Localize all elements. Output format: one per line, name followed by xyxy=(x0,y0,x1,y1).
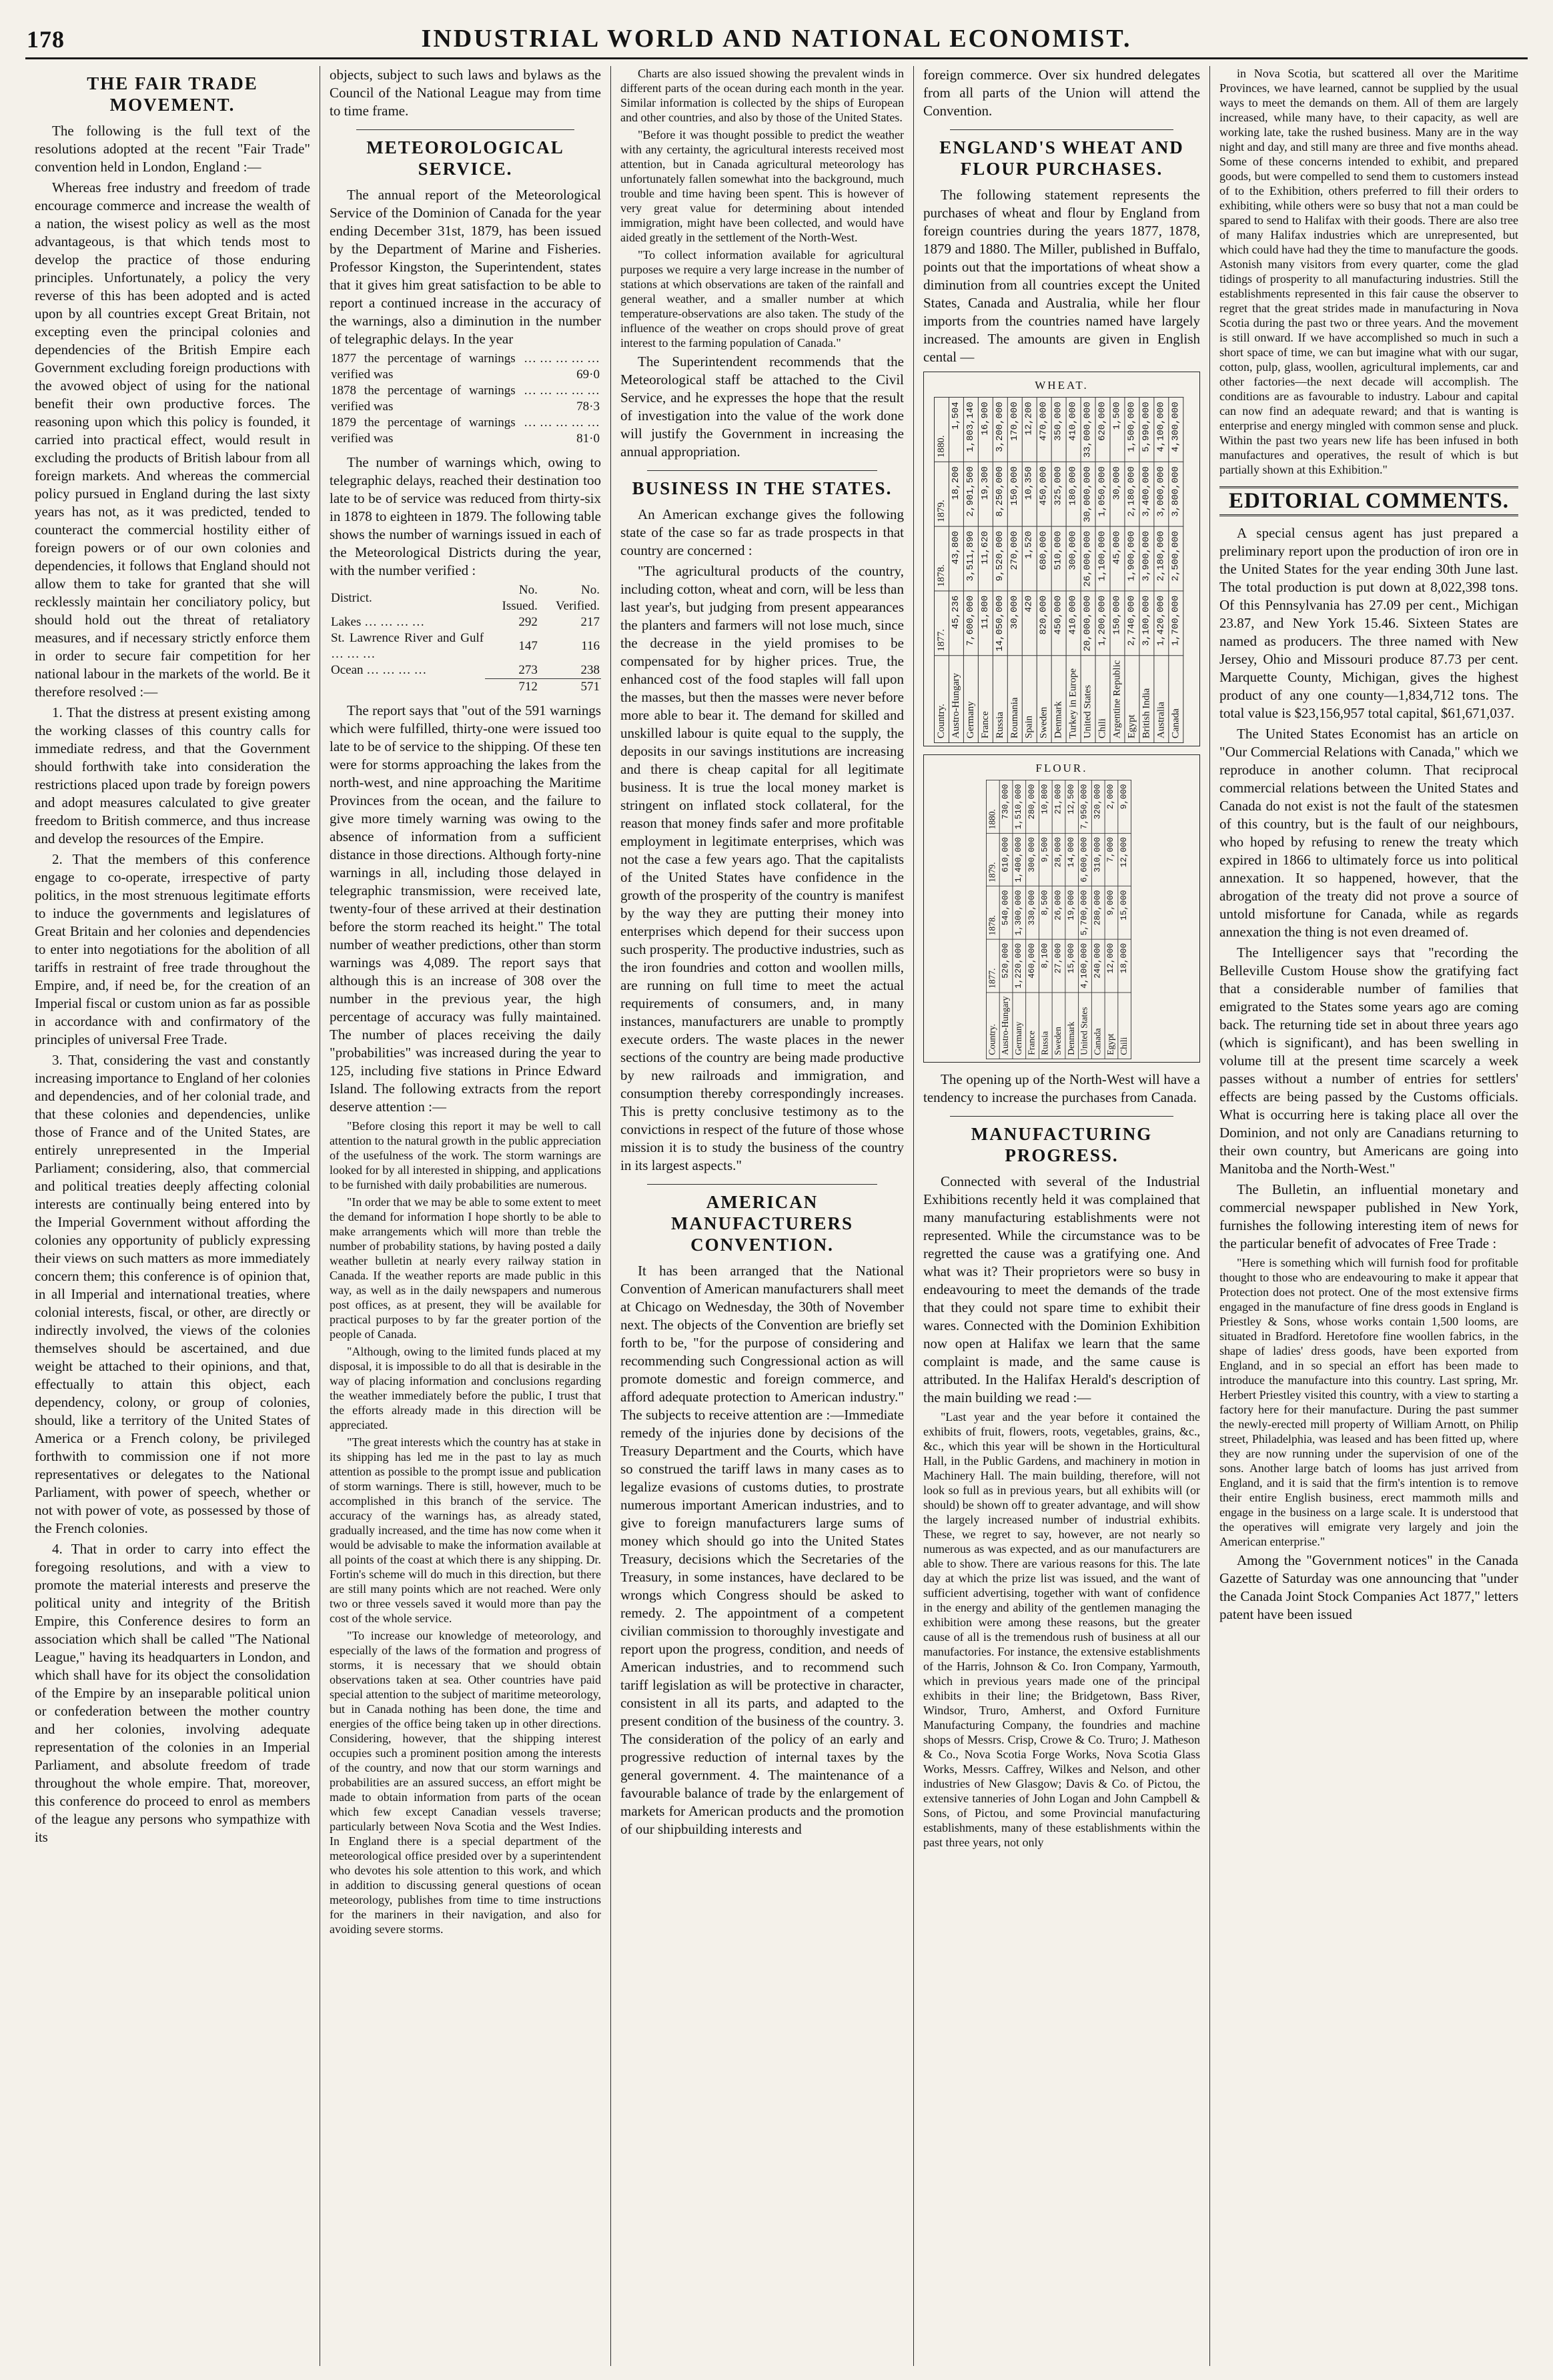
table-cell: 4,100,000 xyxy=(1154,398,1169,462)
percentage-table xyxy=(330,351,601,447)
paragraph: "Before closing this report it may be well to call attention to the natural growth in the public appreciation of the usefulness of the work. The storm warnings are looked for by all interested in shipping, and applications to be furnished with daily probabilities are numerous. xyxy=(330,1119,601,1191)
editorial-body xyxy=(1219,524,1518,1253)
table-cell: 180,000 xyxy=(1066,462,1081,527)
heading-rule xyxy=(356,129,574,130)
table-cell: 8,250,000 xyxy=(993,462,1008,527)
report-extracts xyxy=(330,1119,601,1936)
paragraph: 1. That the distress at present existing among the working classes of this country calls for immediate redress, and that the Government should forthwith take into consideration the restrictions placed upon trade by foreign powers and adopt measures calculated to give greater freedom to British commerce, and thus increase and develop the resources of the Empire. xyxy=(35,704,310,846)
flour-table xyxy=(986,780,1131,1059)
continued-paragraph: foreign commerce. Over six hundred delegates from all parts of the Union will attend the Convention. xyxy=(923,67,1200,119)
table-cell: Austro-Hungary xyxy=(1000,993,1013,1059)
table-row xyxy=(330,630,601,662)
table-cell: 9,520,000 xyxy=(993,526,1008,591)
continued-paragraph: objects, subject to such laws and bylaws as the Council of the National League may from time to time frame. xyxy=(330,67,601,119)
table-row xyxy=(964,398,979,743)
table-cell: 19,300 xyxy=(979,462,993,527)
table-row xyxy=(1023,398,1037,743)
paragraph: "Here is something which will furnish food for profitable thought to those who are endeavouring to make it appear that Protection does not protect. One of the most extensive firms engaged in the manufacture of fine dress goods in England is Priestley & Sons, whose works contain 1,500 looms, are situated in Bradford. Heretofore fine woollen fabrics, in the shape of ladies' dress goods, have been exported from England, and in so special an effort has been made to introduce the manufacture into this country. Last spring, Mr. Herbert Priestley visited this country, with a view to starting a factory here for their manufacture. During the past summer the newly-erected mill property of William Arnott, on Philip street, Philadelphia, was leased and has been fitted up, where they are now running under the supervision of one of the sons. Another large batch of looms has just arrived from England, and it is said that the firm's intention is to remove their entire English business, erect mammoth mills and engage in the business on a large scale. It is understood that the operatives will emigrate very largely and join the American enterprise." xyxy=(1219,1256,1518,1548)
table-row xyxy=(1039,780,1053,1059)
paragraph: It has been arranged that the National Convention of American manufacturers shall meet at Chicago on Wednesday, the 30th of November next. The objects of the Convention are briefly set forth to be, "for the purpose of considering and recommending such Congressional action as will promote domestic and foreign commerce, and afford adequate protection to American industry." The subjects to receive attention are :—Immediate remedy of the injuries done by decisions of the Treasury Department and the Courts, which have so construed the tariff laws in many cases as to legalize evasions of customs duties, to prostrate numerous important American industries, and to give to foreign manufacturers large sums of money which should go into the United States Treasury, decisions which the Secretaries of the Treasury, in some instances, have declared to be wrongs which Congress should be asked to remedy. 2. The appointment of a competent civilian commission to thoroughly investigate and report upon the progress, condition, and needs of American industries, and to recommend such tariff legislation as will be protective in character, consistent in all its parts, and adapted to the present condition of the business of the country. 3. The consideration of the policy of an early and progressive reduction of internal taxes by the general government. 4. The maintenance of a favourable balance of trade by the enlargement of markets for American products and the promotion of our shipbuilding interests and xyxy=(620,1263,904,1837)
table-cell: 238 xyxy=(580,663,600,677)
table-cell: 14,050,000 xyxy=(993,591,1008,656)
paragraph: A special census agent has just prepared a preliminary report upon the production of iron ore in the United States for the year ending 30th June last. The total production is put down at 8,022,398 tons. Of this Pennsylvania has 27.09 per cent., Michigan 23.87, and New York 15.46. Sixteen States are named as producers. The three named with New Jersey, Ohio and Missouri produce 87.73 per cent. Marquette County, Michigan, gives the highest product of any one county—1,834,712 tons. The total value is $23,156,957 total capital, $61,671,037. xyxy=(1219,525,1518,721)
district-table xyxy=(330,582,601,695)
table-row xyxy=(1079,780,1092,1059)
table-cell: 320,000 xyxy=(1092,780,1105,834)
table-cell: Egypt xyxy=(1125,656,1139,742)
table-cell: United States xyxy=(1081,656,1095,742)
manufacturing-body xyxy=(923,1173,1200,1407)
table-row xyxy=(1095,398,1110,743)
table-cell: 410,000 xyxy=(1066,398,1081,462)
flour-table-title: FLOUR. xyxy=(1035,762,1088,774)
columns xyxy=(25,66,1528,2366)
table-header: 1878. xyxy=(935,526,949,591)
table-cell: 1,510,000 xyxy=(1013,780,1026,834)
table-header: 1879. xyxy=(935,462,949,527)
table-cell: 9,000 xyxy=(1105,886,1119,940)
fair-trade-body xyxy=(35,122,310,1846)
percentage-label: 1879 the percentage of warnings verified was xyxy=(331,416,516,446)
table-cell: 3,000,000 xyxy=(1154,462,1169,527)
table-row xyxy=(330,614,601,630)
table-cell: 450,000 xyxy=(1052,591,1067,656)
paragraph: "In order that we may be able to some extent to meet the demand for information I hope shortly to be able to make arrangements which will more than treble the number of probability stations, by having posted a daily weather bulletin at nearly every railway station in Canada. If the weather reports are made public in this way, as well as in the daily newspapers and numerous post offices, as at present, they will be available for practical purposes to by far the greater portion of the people of Canada. xyxy=(330,1195,601,1341)
table-cell: 217 xyxy=(580,615,600,629)
table-row xyxy=(1105,780,1119,1059)
table-cell: Denmark xyxy=(1065,993,1079,1059)
percentage-value: … … … … … 69·0 xyxy=(524,352,600,382)
table-cell: 300,000 xyxy=(1026,833,1039,886)
meteorological-body-2 xyxy=(330,454,601,580)
table-total-cell: 571 xyxy=(539,679,601,696)
paragraph: "The agricultural products of the country, including cotton, wheat and corn, will be less than last year's, but judging from present appearances the planters and farmers will not lose much, since the decrease in the yield promises to be compensated for by higher prices. True, the enhanced cost of the food staples will fall upon the masses, but then the masses were never before more able to bear it. The demand for skilled and unskilled labour is quite equal to the supply, the deposits in our savings institutions are increasing and there is cheap capital for all legitimate business. It is true the local money market is stringent on inflated stock collateral, for the reason that money finds safer and more profitable employment in legitimate enterprises, which was not the case a few years ago. That the capitalists of the United States have confidence in the growth of the prosperity of the country is manifest by the way they are putting their money into enterprises which depend for their success upon such prosperity. The productive industries, such as the iron foundries and cotton and woollen mills, are running on full time to meet the actual requirements of consumers, and, in many instances, manufacturers are unable to promptly execute orders. The waste places in the newer sections of the country are being made productive by new railroads and immigration, and consumption thereby correspondingly increases. This is pretty conclusive testimony as to the convictions in respect of the future of those whose mission it is to study the business of the country in its largest aspects." xyxy=(620,563,904,1173)
table-cell: 8,100 xyxy=(1039,939,1053,993)
table-cell: 12,500 xyxy=(1065,780,1079,834)
herald-extract xyxy=(923,1409,1200,1850)
percentage-value: … … … … … 81·0 xyxy=(524,416,600,446)
table-cell: 2,180,000 xyxy=(1154,526,1169,591)
wheat-table-title: WHEAT. xyxy=(1035,379,1089,392)
wheat-table xyxy=(934,397,1183,743)
paragraph: in Nova Scotia, but scattered all over the Maritime Provinces, we have learned, cannot be supplied by the usual ways to meet the demands on them. All of them are largely increased, while many have, to their capacity, as well are working late, take the rushed business. Many are in the way night and day, and still many are three and five months ahead. Some of these concerns intended to exhibit, and prepared goods, but were compelled to send them to customers instead of to the Exhibition, others preferred to fill their orders to exhibiting, while others were so busy that not a man could be spared to send to Halifax with their goods. There are also tree of many Halifax industries which are unrepresented, but which could have had they the time to manufacture the goods. Astonish many visitors from every quarter, come the glad tidings of prosperity to all manufacturing industries. Still the establishments represented in this fair cause the observer to regret that the great strides made in manufacturing in Nova Scotia during the past two or three years. And the movement is still onward. If we have accomplished so much in such a short space of time, we can but imagine what with our sugar, cotton, pulp, glass, woollen, agricultural implements, car and other factories—the next decade will accomplish. The conditions are as favourable to industry. Labour and capital can now find an adequate reward; and that is wanting is enterprise and energy mingled with common sense and pluck. Within the past two years new life has been infused in both manufactures and operatives, the result of which is but partially shown at this Exhibition." xyxy=(1219,67,1518,476)
table-cell: 540,000 xyxy=(1000,886,1013,940)
percentage-row xyxy=(330,383,601,415)
table-cell: Russia xyxy=(1039,993,1053,1059)
table-header: No. Issued. xyxy=(502,583,538,613)
table-cell: 150,000 xyxy=(1008,462,1023,527)
table-cell: 2,500,000 xyxy=(1169,526,1183,591)
table-cell: 1,200,000 xyxy=(1095,591,1110,656)
table-cell: 350,000 xyxy=(1052,398,1067,462)
paragraph: The Bulletin, an influential monetary and commercial newspaper published in New York, furnishes the following interesting item of news for the particular benefit of advocates of Free Trade : xyxy=(1219,1181,1518,1251)
table-cell: 5,700,000 xyxy=(1079,886,1092,940)
percentage-row xyxy=(330,351,601,383)
table-cell: 1,500 xyxy=(1110,398,1125,462)
table-cell: 1,300,000 xyxy=(1013,886,1026,940)
table-row xyxy=(1052,398,1067,743)
table-cell: Argentine Republic xyxy=(1110,656,1125,742)
table-cell: 1,500,000 xyxy=(1125,398,1139,462)
table-total-cell: 712 xyxy=(485,679,539,696)
article-heading-american: AMERICAN MANUFACTURERS CONVENTION. xyxy=(671,1192,853,1255)
column-3 xyxy=(611,66,914,2366)
table-cell: Austro-Hungary xyxy=(949,656,964,742)
article-heading-fair-trade: THE FAIR TRADE MOVEMENT. xyxy=(87,73,258,115)
table-cell: 270,000 xyxy=(1008,526,1023,591)
table-cell: 30,000 xyxy=(1110,462,1125,527)
editorial-comments-heading: EDITORIAL COMMENTS. xyxy=(1219,486,1518,516)
table-cell: 410,000 xyxy=(1066,591,1081,656)
table-cell: Germany xyxy=(1013,993,1026,1059)
column-4 xyxy=(914,66,1210,2366)
table-cell: 12,000 xyxy=(1105,939,1119,993)
table-cell: 1,100,000 xyxy=(1095,526,1110,591)
table-cell: 1,520 xyxy=(1023,526,1037,591)
table-cell: 33,000,000 xyxy=(1081,398,1095,462)
table-cell: 2,740,000 xyxy=(1125,591,1139,656)
article-heading-manufacturing: MANUFACTURING PROGRESS. xyxy=(971,1124,1153,1165)
paragraph: "Before it was thought possible to predict the weather with any certainty, the agricultural interests received most attention, but in Canada agricultural meteorology has unfortunately fallen somewhat into the background, much trouble and time having been spent. This is however of very great value for determining about intended immigration, might have been collected, and would have aided greatly in the settlement of the North-West. xyxy=(620,128,904,244)
table-total-row xyxy=(330,679,601,696)
table-cell: Chili xyxy=(1118,993,1131,1059)
gazette-paragraph: Among the "Government notices" in the Canada Gazette of Saturday was one announcing that "under the Canada Joint Stock Companies Act 1877," letters patent have been issued xyxy=(1219,1552,1518,1622)
table-row xyxy=(1125,398,1139,743)
table-cell: Canada xyxy=(1169,656,1183,742)
table-cell: 7,600,000 xyxy=(964,591,979,656)
superintendent-paragraph: The Superintendent recommends that the Meteorological staff be attached to the Civil Service, and he expresses the hope that the result of investigation into the value of the work done will justify the Government in increasing the annual appropriation. xyxy=(620,354,904,460)
column-2 xyxy=(320,66,611,2366)
table-cell: 730,000 xyxy=(1000,780,1013,834)
table-header: 1880. xyxy=(935,398,949,462)
table-cell: 30,000 xyxy=(1008,591,1023,656)
table-cell: 28,000 xyxy=(1053,833,1066,886)
table-header: 1878. xyxy=(987,886,1000,940)
flour-table-box xyxy=(923,754,1200,1063)
table-row xyxy=(1026,780,1039,1059)
paragraph: "Although, owing to the limited funds placed at my disposal, it is impossible to do all that is desirable in the way of placing information and conclusions regarding the weather immediately before the public, I trust that the efforts already made in this direction will be appreciated. xyxy=(330,1345,601,1431)
masthead xyxy=(25,20,1528,59)
table-header: 1879. xyxy=(987,833,1000,886)
table-cell: 273 xyxy=(518,663,538,677)
table-row xyxy=(1092,780,1105,1059)
table-cell: 170,000 xyxy=(1008,398,1023,462)
table-cell: 7,000 xyxy=(1105,833,1119,886)
table-row xyxy=(979,398,993,743)
paragraph: Whereas free industry and freedom of trade encourage commerce and increase the wealth of a nation, the wisest policy as well as the most advantageous, is that which tends most to develop the practice of those enduring principles. Unfortunately, a policy the very reverse of this has been adopted and is acted upon by all countries except Great Britain, not excepting even the principal colonies and dependencies of the British Empire each Government excluding foreign productions with the avowed object of using for the national benefit their own productive forces. The reasoning upon which this policy is founded, it carried into practical effect, would result in excluding the products of British labour from all foreign markets. And whereas the commercial policy pursued in England during the last sixty years has not, as it was predicted, tended to counteract the commercial hostility either of foreign powers or of our own colonies and dependencies, it follows that England should not allow them to take for granted that she will recklessly maintain her conciliatory policy, but should hold out the threat of retaliatory measures, and if necessary strictly enforce them in order to secure fair competition for her national labour in the markets of the world. Be it therefore resolved :— xyxy=(35,179,310,700)
table-cell: 147 xyxy=(518,639,538,653)
table-cell: 20,000,000 xyxy=(1081,591,1095,656)
paragraph: An American exchange gives the following state of the case so far as trade prospects in that country are concerned : xyxy=(620,506,904,558)
table-row xyxy=(330,662,601,679)
paragraph: Charts are also issued showing the prevalent winds in different parts of the ocean during each month in the year. Similar information is collected by the ships of European and other countries, and also by those of the United States. xyxy=(620,67,904,124)
paragraph: The United States Economist has an article on "Our Commercial Relations with Canada," which we reproduce in another column. That reciprocal commercial relations between the United States and Canada do not exist is not the fault of the statesmen of this country, but is the fault of our neighbours, who hoped by refusing to renew the treaty which expired in 1866 to ultimately force us into political annexation. It so happened, however, that the abrogation of the treaty did not prove a source of untold misfortune for Canada, while as regards annexation the thing is not even dreamed of. xyxy=(1219,726,1518,940)
table-cell: 3,400,000 xyxy=(1139,462,1154,527)
table-cell: Germany xyxy=(964,656,979,742)
report-extracts-continued xyxy=(620,66,904,350)
wheat-intro: The following statement represents the purchases of wheat and flour by England from foreign countries during the years 1877, 1878, 1879 and 1880. The Miller, published in Buffalo, points out that the importations of wheat show a diminution from all countries except the United States, Canada and Australia, while her flour imports from the countries named have largely increased. The amounts are given in English cental — xyxy=(923,187,1200,365)
american-body xyxy=(620,1262,904,1838)
table-cell: British India xyxy=(1139,656,1154,742)
table-cell: Russia xyxy=(993,656,1008,742)
table-row xyxy=(1169,398,1183,743)
table-cell: Lakes … … … … xyxy=(331,615,425,629)
table-cell: 280,000 xyxy=(1026,780,1039,834)
article-heading-business: BUSINESS IN THE STATES. xyxy=(632,478,893,498)
table-row xyxy=(1037,398,1052,743)
article-heading-meteorological: METEOROLOGICAL SERVICE. xyxy=(366,137,564,179)
percentage-label: 1878 the percentage of warnings verified was xyxy=(331,384,516,414)
table-cell: 19,000 xyxy=(1065,886,1079,940)
table-header: Country. xyxy=(935,656,949,742)
table-header: No. Verified. xyxy=(556,583,600,613)
table-cell: 1,400,000 xyxy=(1013,833,1026,886)
table-cell: 240,000 xyxy=(1092,939,1105,993)
page-number: 178 xyxy=(27,26,65,53)
wheat-table-box xyxy=(923,372,1200,746)
table-cell: 4,100,000 xyxy=(1079,939,1092,993)
table-cell: 18,200 xyxy=(949,462,964,527)
table-cell: 3,900,000 xyxy=(1139,526,1154,591)
table-cell: 16,900 xyxy=(979,398,993,462)
table-cell: 1,504 xyxy=(949,398,964,462)
table-row xyxy=(1013,780,1026,1059)
table-cell: Chili xyxy=(1095,656,1110,742)
table-cell: 11,620 xyxy=(979,526,993,591)
table-cell: Roumania xyxy=(1008,656,1023,742)
table-cell: 420 xyxy=(1023,591,1037,656)
table-header: 1880. xyxy=(987,780,1000,834)
table-cell: 450,000 xyxy=(1037,462,1052,527)
table-cell: 3,511,890 xyxy=(964,526,979,591)
table-cell: 7,950,000 xyxy=(1079,780,1092,834)
table-cell: 820,000 xyxy=(1037,591,1052,656)
heading-rule xyxy=(647,1184,877,1185)
table-cell: Sweden xyxy=(1037,656,1052,742)
table-cell: 15,000 xyxy=(1065,939,1079,993)
percentage-value: … … … … … 78·3 xyxy=(524,384,600,414)
table-cell: 280,000 xyxy=(1092,886,1105,940)
meteorological-body-3 xyxy=(330,702,601,1116)
percentage-label: 1877 the percentage of warnings verified was xyxy=(331,352,516,382)
table-row xyxy=(949,398,964,743)
table-cell: St. Lawrence River and Gulf … … … xyxy=(331,631,484,661)
business-body xyxy=(620,506,904,1175)
percentage-row xyxy=(330,415,601,447)
table-row xyxy=(1118,780,1131,1059)
table-row xyxy=(1066,398,1081,743)
table-cell: 10,800 xyxy=(1039,780,1053,834)
table-cell: 6,600,000 xyxy=(1079,833,1092,886)
table-cell: 2,180,000 xyxy=(1125,462,1139,527)
table-cell: 4,300,000 xyxy=(1169,398,1183,462)
paragraph: "Last year and the year before it contained the exhibits of fruit, flowers, roots, vegetables, grains, &c., &c., which this year will be shown in the Horticultural Hall, in the Public Gardens, and machinery in motion in Machinery Hall. The main building, therefore, will not look so full as in previous years, but all exhibits will (or should) be shown off to greater advantage, and will show the largely increased number of industrial exhibits. These, we regret to say, however, are not nearly so numerous as was expected, and as our manufacturers are able to show. There are various reasons for this. The late day at which the prize list was issued, and the want of sufficient advertising, together with want of confidence in the energy and ability of the gentlemen managing the exhibition were among these reasons, but the greater cause of all is the tremendous rush of business at all our manufactories. For instance, the extensive establishments of the Harris, Johnson & Co. Iron Company, Yarmouth, which in previous years made one of the principal exhibits in their line; the Bridgetown, Bass River, Windsor, Truro, Amherst, and Oxford Furniture Manufacturing Company, the foundries and machine shops of Messrs. Crisp, Crowe & Co. Truro; J. Matheson & Co., Nova Scotia Forge Works, Nova Scotia Glass Works, Messrs. Caffrey, Wilkes and Nelson, and other industries of New Glasgow; Davis & Co. of Pictou, the extensive tanneries of John Logan and John Campbell & Sons, of Pictou, and some Provincial manufacturing establishments, many of these establishments within the past three years, not only xyxy=(923,1410,1200,1849)
paragraph: 2. That the members of this conference engage to co-operate, irrespective of party politics, in the most strenuous legitimate efforts to induce the governments and legislatures of Great Britain and her colonies and dependencies to enter into negotiations for the abolition of all tariffs in restraint of free trade throughout the Empire, and, if need be, for the creation of an Imperial fiscal or custom union as far as possible in accordance with and confirmatory of the principles of universal Free Trade. xyxy=(35,851,310,1047)
table-cell: 510,000 xyxy=(1052,526,1067,591)
table-cell: France xyxy=(979,656,993,742)
table-cell: 9,500 xyxy=(1039,833,1053,886)
paragraph: The annual report of the Meteorological Service of the Dominion of Canada for the year ending December 31st, 1879, has been issued by the Department of Marine and Fisheries. Professor Kingston, the Superintendent, states that it gives him great satisfaction to be able to report a continued increase in the accuracy of the warnings, also a diminution in the number of telegraphic delays. In the year xyxy=(330,187,601,347)
table-cell: Denmark xyxy=(1052,656,1067,742)
north-west-paragraph: The opening up of the North-West will have a tendency to increase the purchases from Canada. xyxy=(923,1071,1200,1105)
table-cell: Turkey in Europe xyxy=(1066,656,1081,742)
table-cell: 1,900,000 xyxy=(1125,526,1139,591)
paragraph: 3. That, considering the vast and constantly increasing importance to England of her colonies and dependencies, and of her colonial trade, and that these colonies and dependencies, unlike those of France and of the United States, are entirely unrepresented in the Imperial Parliament; considering, also, that commercial and political treaties deeply affecting colonial interests are continually being entered into by the Imperial Government without affording the colonies any opportunity of publicly expressing their views on such matters as more immediately concern them; this conference is of opinion that, in all Imperial and international treaties, where colonial interests, fiscal, or other, are directly or indirectly involved, the views of the colonies themselves should be ascertained, and due weight be attached to their opinions, and that, effectually to attain this object, each dependency, colony, or group of colonies, should, like a territory of the United States of America or a French colony, be privileged forthwith to commission one if not more representatives or delegates to the National Parliament, with power of speech, whether or not with power of vote, as possessed by those of the French colonies. xyxy=(35,1052,310,1536)
table-row xyxy=(1000,780,1013,1059)
paragraph: 4. That in order to carry into effect the foregoing resolutions, and with a view to promote the material interests and preserve the political unity and integrity of the British Empire, this Conference desires to form an association which shall be called "The National League," having its headquarters in London, and which shall have for its object the consolidation of the Empire by an inseparable political union or confederation between the mother country and her colonies, involving adequate representation of the colonies in an Imperial Parliament, and absolute freedom of trade throughout the whole empire. That, moreover, this conference do proceed to enrol as members of the league any persons who sympathize with its xyxy=(35,1541,310,1845)
bulletin-extract xyxy=(1219,1255,1518,1549)
paragraph: The report says that "out of the 591 warnings which were fulfilled, thirty-one were issued too late to be of service to the shipping. Of these ten were for storms approaching the lakes from the north-west, and nine approaching the Maritime Provinces from the ocean, and the failure to give more timely warning was owing to the absence of information from a sufficient distance in those directions. Although forty-nine warnings in all, including those delayed in telegraphic transmission, were received late, twenty-four of these arrived at their destination before the storm reached its height." The total number of weather predictions, other than storm warnings was 4,089. The report says that although this is an increase of 308 over the number in the previous year, the high percentage of accuracy was fully maintained. The number of places receiving the daily "probabilities" was increased during the year to 125, including five stations in Prince Edward Island. The following extracts from the report deserve attention :— xyxy=(330,702,601,1115)
herald-extract-continued xyxy=(1219,66,1518,477)
table-row xyxy=(1065,780,1079,1059)
table-cell: 45,236 xyxy=(949,591,964,656)
table-cell: 292 xyxy=(518,615,538,629)
column-5 xyxy=(1210,66,1528,2366)
paragraph: Connected with several of the Industrial Exhibitions recently held it was complained that many manufacturing establishments were not represented. While the circumstance was to be regretted the cause was a gratifying one. And what was it? Their proprietors were so busy in endeavouring to meet the demands of the trade that they could not spare time to exhibit their wares. Connected with the Dominion Exhibition now open at Halifax we learn that the same complaint is made, and the same cause is attributed. In the Halifax Herald's description of the main building we read :— xyxy=(923,1173,1200,1405)
table-cell: 5,990,000 xyxy=(1139,398,1154,462)
table-cell: 300,000 xyxy=(1066,526,1081,591)
heading-rule xyxy=(647,470,877,471)
table-cell: 9,000 xyxy=(1118,780,1131,834)
table-cell: 2,901,500 xyxy=(964,462,979,527)
table-header: 1877. xyxy=(935,591,949,656)
table-cell: 116 xyxy=(581,639,600,653)
meteorological-body xyxy=(330,186,601,348)
heading-rule xyxy=(950,1116,1173,1117)
table-cell: United States xyxy=(1079,993,1092,1059)
column-1 xyxy=(25,66,320,2366)
table-cell: 150,000 xyxy=(1110,591,1125,656)
paragraph: The following is the full text of the resolutions adopted at the recent "Fair Trade" convention held in London, England :— xyxy=(35,123,310,175)
table-cell: 43,800 xyxy=(949,526,964,591)
table-row xyxy=(1053,780,1066,1059)
table-cell: 310,000 xyxy=(1092,833,1105,886)
table-cell: 14,000 xyxy=(1065,833,1079,886)
paragraph: The number of warnings which, owing to telegraphic delays, reached their destination too late to be of service was reduced from thirty-six in 1878 to eighteen in 1879. The following table shows the number of warnings issued in each of the Meteorological Districts during the year, with the number verified : xyxy=(330,454,601,578)
table-cell: Sweden xyxy=(1053,993,1066,1059)
table-cell: 3,100,000 xyxy=(1139,591,1154,656)
table-cell: 30,000,000 xyxy=(1081,462,1095,527)
table-cell: 610,000 xyxy=(1000,833,1013,886)
table-cell: 3,800,000 xyxy=(1169,462,1183,527)
table-row xyxy=(1139,398,1154,743)
table-cell: 12,000 xyxy=(1118,833,1131,886)
table-cell: Ocean … … … … xyxy=(331,663,427,678)
paragraph: "The great interests which the country has at stake in its shipping has led me in the past to lay as much attention as possible to the prompt issue and publication of storm warnings. There is still, however, much to be accomplished in this branch of the service. The accuracy of the warnings has, as already stated, gradually increased, and the time has now come when it would be advisable to make the information available at all points of the coast at which there is any shipping. Dr. Fortin's scheme will do much in this direction, but there are still many points which are not reached. Were only two or three vessels saved it would more than pay the cost of the whole service. xyxy=(330,1435,601,1625)
table-cell: 460,000 xyxy=(1026,939,1039,993)
table-cell: 1,420,000 xyxy=(1154,591,1169,656)
table-header: Country. xyxy=(987,993,1000,1059)
table-cell: Egypt xyxy=(1105,993,1119,1059)
paragraph: "To increase our knowledge of meteorology, and especially of the laws of the formation and progress of storms, it is necessary that we should obtain observations taken at sea. Other countries have paid special attention to the subject of maritime meteorology, but in Canada nothing has been done, the time and energies of the office being taken up in other directions. Considering, however, that the shipping interest occupies such a prominent position among the interests of the country, and now that our storm warnings and probabilities are an assured success, an effort might be made to obtain information from parts of the ocean which few except Canadian vessels traverse; particularly between Nova Scotia and the West Indies. In England there is a special department of the meteorological office presided over by a superintendent who devotes his sole attention to this work, and which in addition to discussing general questions of ocean meteorology, publishes from time to time instructions for the mariners in their navigation, and also for avoiding severe storms. xyxy=(330,1629,601,1936)
paragraph: "To collect information available for agricultural purposes we require a very large increase in the number of stations at which observations are taken of the rainfall and general weather, and a smaller number at which temperature-observations are also taken. The study of the influence of the weather on crops should prove of great interest to the farming population of Canada." xyxy=(620,248,904,350)
table-cell: 26,000 xyxy=(1053,886,1066,940)
table-row xyxy=(1081,398,1095,743)
heading-rule xyxy=(950,129,1173,130)
table-cell: 3,200,000 xyxy=(993,398,1008,462)
table-header: District. xyxy=(331,591,372,605)
table-cell: 27,000 xyxy=(1053,939,1066,993)
table-cell: 680,000 xyxy=(1037,526,1052,591)
table-cell: 15,000 xyxy=(1118,886,1131,940)
table-total-cell xyxy=(330,679,485,696)
table-cell: Spain xyxy=(1023,656,1037,742)
paragraph: The Intelligencer says that "recording the Belleville Custom House show the gratifying fact that a considerable number of families that emigrated to the States some years ago are coming back. The returning tide set in about three years ago (which is significant), and has been swelling in volume till at the present time scarcely a week passes without a number of entries for settlers' effects are being passed by the Customs officials. What is occurring here is taking place all over the Dominion, and not only are Canadians returning to their own country, but Americans are going into Manitoba and the North-West." xyxy=(1219,945,1518,1177)
table-cell: 21,000 xyxy=(1053,780,1066,834)
table-cell: 26,000,000 xyxy=(1081,526,1095,591)
table-cell: 330,000 xyxy=(1026,886,1039,940)
table-cell: 1,803,140 xyxy=(964,398,979,462)
table-cell: 470,000 xyxy=(1037,398,1052,462)
table-cell: 1,220,000 xyxy=(1013,939,1026,993)
publication-title: INDUSTRIAL WORLD AND NATIONAL ECONOMIST. xyxy=(421,25,1132,53)
table-cell: France xyxy=(1026,993,1039,1059)
table-cell: 520,000 xyxy=(1000,939,1013,993)
table-cell: 10,350 xyxy=(1023,462,1037,527)
table-cell: 1,700,000 xyxy=(1169,591,1183,656)
table-cell: 18,000 xyxy=(1118,939,1131,993)
table-cell: 1,050,000 xyxy=(1095,462,1110,527)
table-header: 1877. xyxy=(987,939,1000,993)
table-cell: 2,000 xyxy=(1105,780,1119,834)
table-row xyxy=(993,398,1008,743)
table-cell: Australia xyxy=(1154,656,1169,742)
table-row xyxy=(1154,398,1169,743)
article-heading-wheat-flour: ENGLAND'S WHEAT AND FLOUR PURCHASES. xyxy=(939,137,1184,179)
table-cell: Canada xyxy=(1092,993,1105,1059)
table-cell: 8,500 xyxy=(1039,886,1053,940)
table-cell: 620,000 xyxy=(1095,398,1110,462)
table-cell: 45,000 xyxy=(1110,526,1125,591)
table-row xyxy=(1110,398,1125,743)
table-cell: 325,000 xyxy=(1052,462,1067,527)
table-cell: 11,800 xyxy=(979,591,993,656)
table-row xyxy=(1008,398,1023,743)
table-cell: 12,200 xyxy=(1023,398,1037,462)
